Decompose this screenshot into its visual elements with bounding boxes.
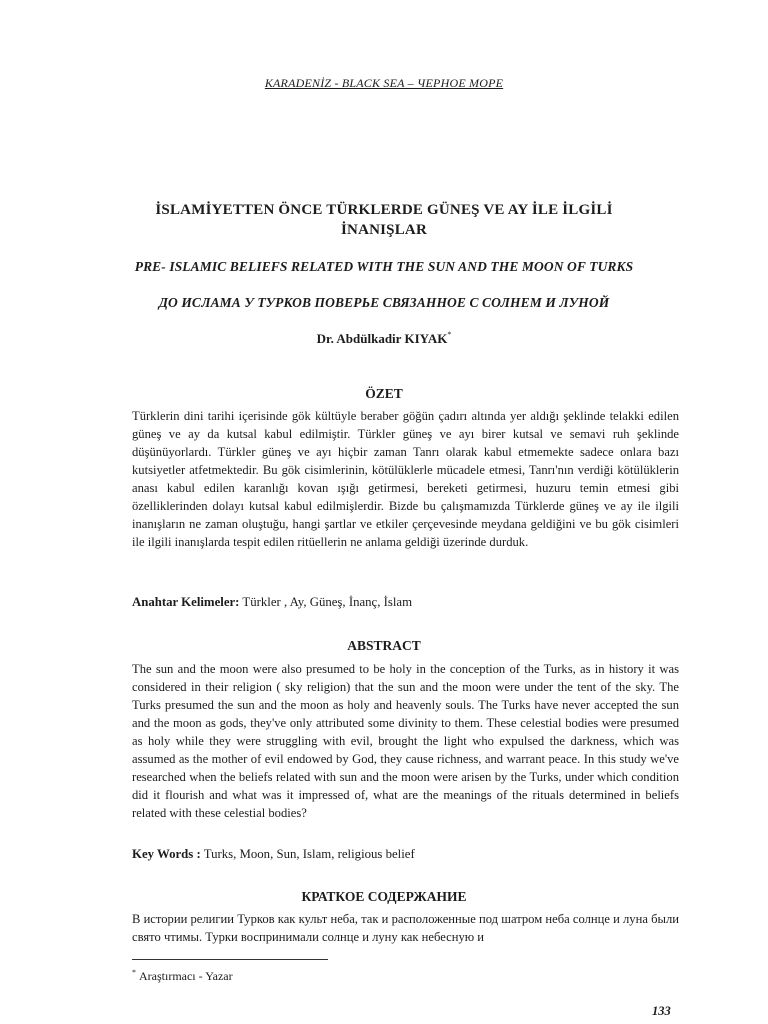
russian-summary-body [132,910,679,946]
abstract-keywords [132,845,679,863]
page-number: 133 [652,1004,671,1018]
ozet-text: Türklerin dini tarihi içerisinde gök kültüyle beraber göğün çadırı altında yer aldığı şeklinde telakki edilen güneş ve ay da kutsal kabul edilmiştir. Türkler güneş ve ayı birer kutsal ve semavi ruh şeklinde düşünüyorlardı. Türkler güneş ve ayı hiçbir zaman Tanrı olarak kabul etmemekte sadece onlara bazı kutsiyetler atfetmektedir. Bu gök cisimlerinin, kötülüklerle mücadele etmesi, Tanrı'nın verdiği kötülüklerin anası kabul edilen karanlığı kovan ışığı getirmesi, bereketi getirmesi, huzuru temin etmesi gibi özelliklerinden dolayı kutsal kabul edilmişlerdir. Bizde bu çalışmamızda Türklerde güneş ve ay ile ilgili inanışların ne zaman oluştuğu, hangi şartlar ve etkiler çerçevesinde meydana geldiğini ve bu gök cisimleri ile ilgili inanışlarda tespit edilen ritüellerin ne anlama geldiği üzerinde durduk. [132,409,679,549]
ozet-body [132,407,679,551]
ozet-heading: ÖZET [365,386,403,401]
article-title-russian: ДО ИСЛАМА У ТУРКОВ ПОВЕРЬЕ СВЯЗАННОЕ С СОЛНЕМ И ЛУНОЙ [158,295,610,310]
footnote-mark: * [132,968,136,977]
footnote-text: Araştırmacı - Yazar [139,969,233,983]
abstract-keywords-values: Turks, Moon, Sun, Islam, religious belief [203,847,415,861]
abstract-body [132,660,679,822]
abstract-keywords-label: Key Words : [132,847,201,861]
abstract-heading: ABSTRACT [347,638,421,653]
russian-summary-text: В истории религии Турков как культ неба, так и расположенные под шатром неба солнце и луна были свято чтимы. Турки воспринимали солнце и луну как небесную и [132,912,679,944]
article-title-turkish: İSLAMİYETTEN ÖNCE TÜRKLERDE GÜNEŞ VE AY İLE İLGİLİ İNANIŞLAR [155,202,613,238]
author-footnote-mark: * [447,330,452,339]
russian-summary-heading: КРАТКОЕ СОДЕРЖАНИЕ [301,889,467,904]
ozet-keywords-label: Anahtar Kelimeler: [132,595,240,609]
article-title-english: PRE- ISLAMIC BELIEFS RELATED WITH THE SUN AND THE MOON OF TURKS [134,259,634,274]
footnote [132,968,233,984]
ozet-keywords-values: Türkler , Ay, Güneş, İnanç, İslam [242,595,413,609]
ozet-keywords [132,593,679,611]
abstract-text: The sun and the moon were also presumed to be holy in the conception of the Turks, as in history it was considered in their religion ( sky religion) that the sun and the moon were under the tent of the sky. The Turks presumed the sun and the moon as holy and heavenly souls. The Turks have never accepted the sun and the moon as gods, they've only attributed some divinity to them. These celestial bodies were presumed as holy while they were struggling with evil, brought the light who expulsed the darkness, which was assumed as the mother of evil endowed by God, they cause richness, and warrant peace. In this study we've researched when the beliefs related with sun and the moon were arisen by the Turks, under which condition did it flourish and what was it impressed of, what are the meanings of the rituals determined in beliefs related with these celestial bodies? [132,662,679,820]
running-header: KARADENİZ - BLACK SEA – ЧЕРНОЕ МОРЕ [264,76,504,90]
author-name: Dr. Abdülkadir KIYAK [316,331,448,346]
author-line [0,330,768,347]
footnote-divider [132,959,328,960]
